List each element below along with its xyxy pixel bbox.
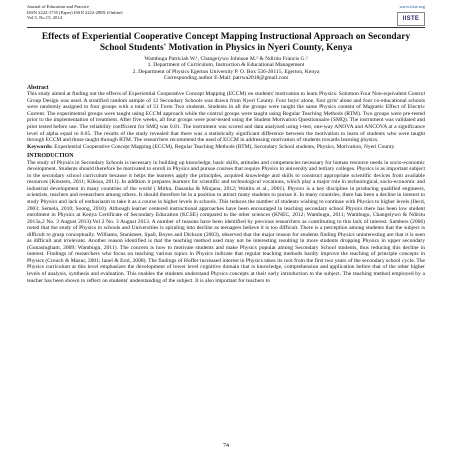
corresponding-author: Corresponding author E-Mail: patrwa2018@gmail.com [163, 75, 289, 82]
journal-volume: Vol.5, No.15, 2014 [27, 15, 62, 21]
introduction-text: The study of Physics in Secondary Schools is necessary in building up knowledge, basic skills, attitudes and competencies necessary for human resource needs in socio-economic development. Students should therefore be motivated to enroll in Physics and pursue courses that require Physics in university and tertiary colleges. Physics is as important subject in the secondary school curriculum because it helps the learners apply the principles, acquired knowledge and skills to construct appropriate scientific devices from available resources (Kinstein, 2011; Kibosa, 2011). In addition it prepares learners for scientific and technological vocations, which play a major role in technological, socio-economic and industrial development in many countries of the world ( Mirku, Dasanka & Minjana, 2012; Waititu et al., 2001). Physics is a key discipline in producing qualified engineers, scientists, teachers and researchers among others. It should therefore be in a position to attract many students to pursue it. In many countries, there has been a decline in interest to study Physics and lack of enthusiasm to take it as a course in higher levels in schools. This reduces the number of students wishing to continue with Physics to higher levels (Ilecd, 2003; Semela, 2010; Soong, 2010). Although learner centered instructional approaches have been encouraged in teaching secondary school Physics there has been low student enrolment in Physics at Kenya Certificate of Secondary Education (KCSE) compared to the other sciences (KNEC, 2012; Wambugu, 2011; Wambugu, Changeiywo & Ndiritu 2013a,2 No. 3 August 2013).Vol 2 No. 3 August 2013. A number of reasons have been identified by previous researchers as contributing to this lack of interest. Sambers (2006) noted that the study of Physics in schools and Universities is spiraling into decline as teenagers believe it is too difficult. There is a perception among students that the subject is difficult to grasp conceptually. Williams, Stanisteet, Spall, Boyes and Dickson (2003), observed that the major reason for students finding Physics uninteresting are that it is seen as difficult and irrelevant. Another reason identified is that the teaching method used may not be interesting resulting in more students dropping Physics in upper secondary (Gunasingham, 2009; Wambugu, 2011). The concern is how to motivate students and make Physics popular among Secondary School students, thus reducing this decline in interest. Findings of researchers who focus on teaching various topics in Physics indicate that regular teaching methods hardly improve the teaching of principle concepts in Physics (Crouch & Mazur, 2001; Ianel & Erol, 2008). The findings of Hoffer increased interest in Physics takes its root from the first two years of the secondary school cycle. The Physics curriculum at this level emphasizes the development of lower level cognitive domain that is knowledge, comprehension and application before that of the other higher levels of analysis, synthesis and evaluation. This enables the students understand Physics concepts at their early introduction to the subject. The teaching method employed by a teacher has been shown to reflect on students' understanding of the subject. It is also important for teachers to [27, 159, 425, 284]
affiliation-2: 2. Department of Physics Egerton University P. O. Box 536-20115, Egerton, Kenya [132, 68, 320, 75]
author-block [27, 56, 425, 82]
iiste-logo-icon: IISTE [397, 12, 425, 26]
journal-brand [397, 4, 425, 26]
page-number: 74 [223, 443, 229, 449]
keywords-text: Experiential Cooperative Concept Mapping (ECCM), Regular Teaching Methods (RTM), Secondary School students, Physics, Motivation, Nyeri County. [52, 143, 396, 150]
journal-name: Journal of Education and Practice [27, 4, 89, 9]
introduction-heading: INTRODUCTION [27, 153, 74, 160]
abstract-text: This study aimed at finding out the effects of Experiential Cooperative Concept Mapping (ECCM) on students' motivation to learn Physics. Solomon Four Non-equivalent Control Group Design was used. A stratified random sample of 12 Secondary Schools was drawn from Nyeri County. Four boys' alone, four girls' alone and four co-educational schools were randomly assigned to four groups with a total of 51 Form Two students. Students in all the groups were taught the same Physics content of Magnetic Effect of Electric Current. The experimental groups were taught using ECCM approach while the control groups were taught using Regular Teaching Methods (RTM). Two groups were pre-tested prior to the implementation of treatment. After five weeks, all four groups were post-tested using the Student Motivation Questionnaire (SMQ). The instrument was validated and pilot tested before use. The reliability coefficient for SMQ was 0.81. The instrument was scored and data analyzed using t-test, one-way ANOVA and ANCOVA at a significance level of alpha equal to 0.05. The results of the study revealed that there was a statistically significant difference between the motivation to learn of students who were taught through ECCM and those taught through RTM. The researchers recommend the used of ECCM in addressing motivation of students towards learning physics. [27, 91, 425, 144]
journal-header [27, 4, 425, 26]
journal-issn: ISSN 2222-1735 (Paper) ISSN 2222-288X (Online) [27, 9, 123, 15]
author-names: Wambugu Patriciah W.¹, Changeiywo Johnson M.² & Ndiritu Francis G.² [144, 56, 308, 62]
abstract-heading: Abstract [27, 84, 49, 91]
keywords-label: Keywords: [27, 143, 53, 150]
journal-info [27, 4, 123, 26]
affiliation-1: 1. Department of Curriculum, Instruction & Educational Management [147, 62, 305, 69]
paper-title: Effects of Experiential Cooperative Concept Mapping Instructional Approach on Secondary School Students' Motivation in Physics in Nyeri County, Kenya [41, 32, 411, 53]
journal-url[interactable]: www.iiste.org [399, 4, 425, 9]
header-divider [27, 27, 425, 28]
keywords [27, 144, 425, 151]
